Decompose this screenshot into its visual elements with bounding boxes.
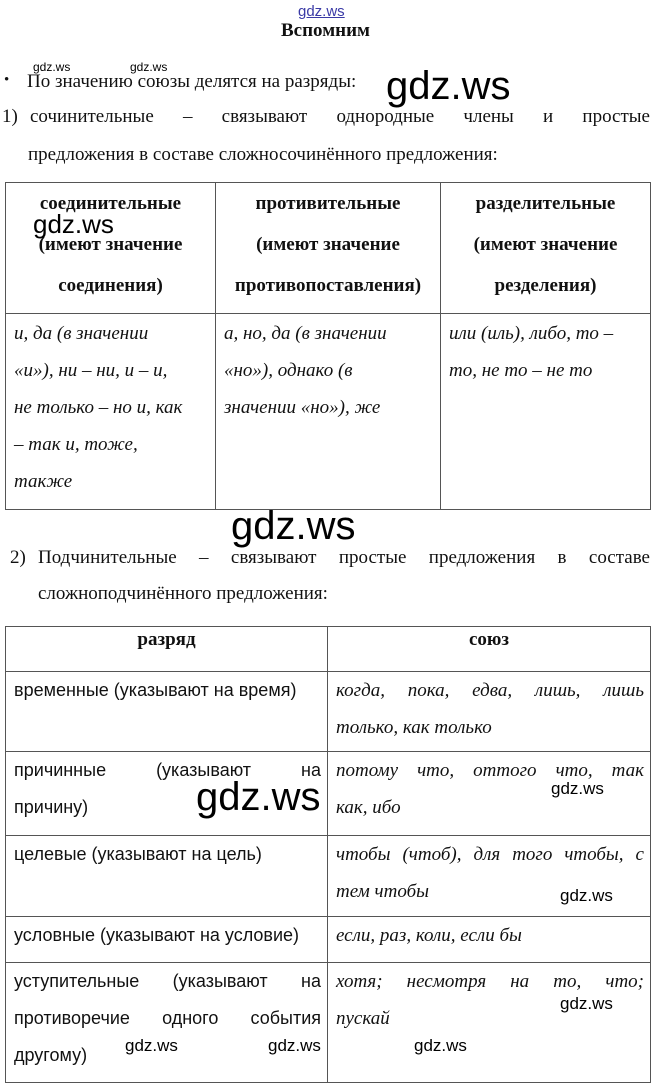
header-connective: соединительные (имеют значение соединения) [6, 183, 216, 314]
cell-conjunction: чтобы (чтоб), для того чтобы, с тем чтобы [328, 836, 651, 917]
watermark-medium: gdz.ws [268, 1036, 321, 1055]
header-disjunctive: разделительные (имеют значение резделения) [441, 183, 651, 314]
bullet: • [4, 72, 10, 88]
cell-conjunction: если, раз, коли, если бы [328, 917, 651, 963]
section1-number: 1) [2, 106, 18, 127]
section2-number: 2) [10, 547, 26, 568]
watermark-small: gdz.ws [130, 60, 168, 74]
watermark-medium: gdz.ws [414, 1036, 467, 1055]
watermark-medium: gdz.ws [560, 886, 613, 905]
watermark-small: gdz.ws [33, 60, 71, 74]
cell-conjunction: хотя; несмотря на то, что; пускай [328, 963, 651, 1083]
header-conjunction: союз [328, 627, 651, 672]
watermark-large: gdz.ws [231, 504, 356, 548]
watermark-large: gdz.ws [196, 775, 321, 819]
header-category: разряд [6, 627, 328, 672]
watermark-medium: gdz.ws [33, 209, 114, 239]
cell-adversative: а, но, да (в значении «но»), однако (в значении «но»), же [216, 314, 441, 510]
watermark-large: gdz.ws [386, 64, 511, 108]
cell-category: целевые (указывают на цель) [6, 836, 328, 917]
cell-conjunction: потому что, оттого что, так как, ибо [328, 752, 651, 836]
page-title: Вспомним [281, 20, 370, 41]
section2-line2: сложноподчинённого предложения: [38, 583, 328, 604]
cell-category: временные (указывают на время) [6, 672, 328, 752]
intro-text: По значению союзы делятся на разряды: [27, 71, 357, 92]
watermark-medium: gdz.ws [125, 1036, 178, 1055]
watermark-medium: gdz.ws [551, 779, 604, 798]
cell-conjunction: когда, пока, едва, лишь, лишь только, как только [328, 672, 651, 752]
cell-disjunctive: или (иль), либо, то – то, не то – не то [441, 314, 651, 510]
watermark-top[interactable]: gdz.ws [298, 3, 345, 20]
cell-category: уступительные (указывают на противоречие одного события другому) [6, 963, 328, 1083]
cell-connective: и, да (в значении «и»), ни – ни, и – и, не только – но и, как – так и, тоже, также [6, 314, 216, 510]
section2-line1: Подчинительные – связывают простые предложения в составе [38, 547, 650, 568]
subordinating-table [5, 626, 651, 1083]
cell-category: условные (указывают на условие) [6, 917, 328, 963]
cell-category: причинные (указывают на причину) [6, 752, 328, 836]
section1-line1: сочинительные – связывают однородные члены и простые [30, 106, 650, 127]
section1-line2: предложения в составе сложносочинённого предложения: [28, 144, 498, 165]
watermark-medium: gdz.ws [560, 994, 613, 1013]
header-adversative: противительные (имеют значение противопоставления) [216, 183, 441, 314]
